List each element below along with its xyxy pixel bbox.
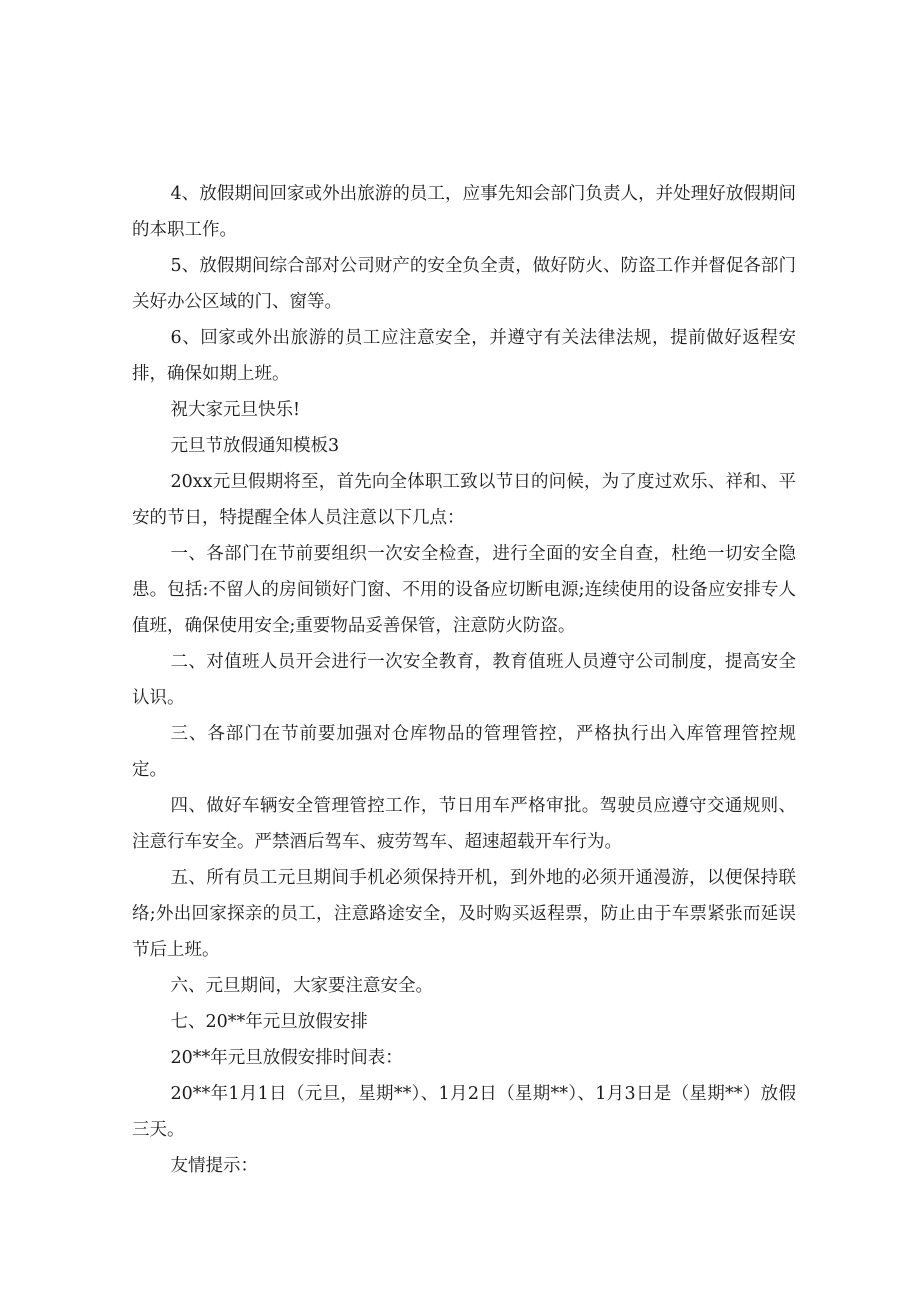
- paragraph-4: 祝大家元旦快乐!: [170, 400, 301, 420]
- section-heading: 元旦节放假通知模板3: [170, 436, 340, 456]
- paragraph-11: 五、所有员工元旦期间手机必须保持开机，到外地的必须开通漫游，以便保持联络;外出回家探亲的员工，注意路途安全，及时购买返程票，防止由于车票紧张而延误节后上班。: [132, 868, 796, 960]
- paragraph-10: 四、做好车辆安全管理管控工作，节日用车严格审批。驾驶员应遵守交通规则、注意行车安全。严禁酒后驾车、疲劳驾车、超速超载开车行为。: [132, 796, 796, 852]
- paragraph-15: 20**年1月1日（元旦，星期**）、1月2日（星期**）、1月3日是（星期**）放假三天。: [132, 1084, 796, 1140]
- paragraph-16: 友情提示：: [170, 1156, 258, 1176]
- paragraph-3: 6、回家或外出旅游的员工应注意安全，并遵守有关法律法规，提前做好返程安排，确保如期上班。: [132, 328, 796, 384]
- paragraph-2: 5、放假期间综合部对公司财产的安全负全责，做好防火、防盗工作并督促各部门关好办公区域的门、窗等。: [132, 256, 796, 312]
- paragraph-1: 4、放假期间回家或外出旅游的员工，应事先知会部门负责人，并处理好放假期间的本职工作。: [132, 184, 796, 240]
- paragraph-14: 20**年元旦放假安排时间表：: [170, 1048, 403, 1068]
- paragraph-8: 二、对值班人员开会进行一次安全教育，教育值班人员遵守公司制度，提高安全认识。: [132, 652, 796, 708]
- paragraph-6: 20xx元旦假期将至，首先向全体职工致以节日的问候，为了度过欢乐、祥和、平安的节日，特提醒全体人员注意以下几点：: [132, 472, 796, 528]
- paragraph-7: 一、各部门在节前要组织一次安全检查，进行全面的安全自查，杜绝一切安全隐患。包括:不留人的房间锁好门窗、不用的设备应切断电源;连续使用的设备应安排专人值班，确保使用安全;重要物品妥善保管，注意防火防盗。: [132, 544, 796, 636]
- paragraph-13: 七、20**年元旦放假安排: [170, 1012, 368, 1032]
- paragraph-9: 三、各部门在节前要加强对仓库物品的管理管控，严格执行出入库管理管控规定。: [132, 724, 796, 780]
- document-body: [132, 176, 796, 1184]
- paragraph-12: 六、元旦期间，大家要注意安全。: [170, 976, 433, 996]
